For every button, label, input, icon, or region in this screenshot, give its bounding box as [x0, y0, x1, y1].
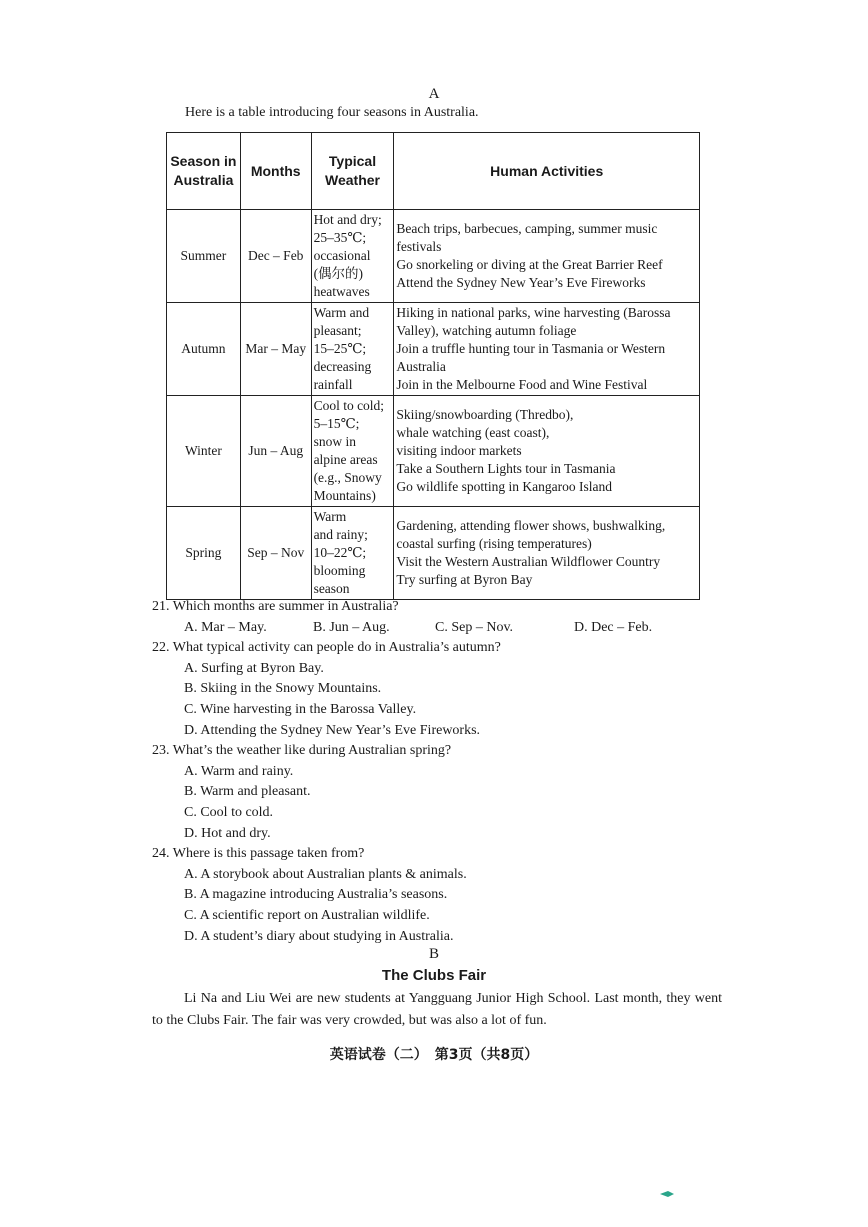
weather-line: heatwaves — [313, 284, 370, 299]
activities-cell — [394, 507, 700, 600]
table-row — [167, 507, 700, 600]
activities-cell — [394, 303, 700, 396]
q22-option-a[interactable]: A. Surfing at Byron Bay. — [184, 660, 324, 676]
activity-line: Hiking in national parks, wine harvesting (Barossa — [396, 305, 671, 320]
q24-option-d[interactable]: D. A student’s diary about studying in Australia. — [184, 928, 454, 944]
header-season: Season in Australia — [167, 133, 241, 210]
header-weather: Typical Weather — [311, 133, 394, 210]
section-b-title: The Clubs Fair — [381, 967, 487, 984]
question-23: 23. What’s the weather like during Australian spring? — [152, 743, 452, 759]
weather-line: snow in — [313, 434, 356, 449]
season-cell: Spring — [167, 507, 241, 600]
question-21-options — [152, 618, 752, 639]
q23-option-d[interactable]: D. Hot and dry. — [184, 825, 271, 841]
weather-cell — [311, 396, 394, 507]
activity-line: festivals — [396, 239, 442, 254]
months-cell: Dec – Feb — [240, 210, 311, 303]
header-activities: Human Activities — [394, 133, 700, 210]
section-a-intro: Here is a table introducing four seasons in Australia. — [185, 105, 479, 120]
activity-line: visiting indoor markets — [396, 443, 522, 458]
q21-option-a[interactable]: A. Mar – May. — [184, 619, 267, 635]
activity-line: Skiing/snowboarding (Thredbo), — [396, 407, 574, 422]
weather-line: alpine areas — [313, 452, 378, 467]
activity-line: Join in the Melbourne Food and Wine Festival — [396, 377, 648, 392]
season-cell: Winter — [167, 396, 241, 507]
questions-block — [152, 597, 752, 947]
activity-line: Beach trips, barbecues, camping, summer music — [396, 221, 658, 236]
q24-option-c[interactable]: C. A scientific report on Australian wildlife. — [184, 907, 430, 923]
weather-line: 25–35℃; — [313, 230, 367, 245]
activity-line: Gardening, attending flower shows, bushwalking, — [396, 518, 666, 533]
weather-line: 5–15℃; — [313, 416, 360, 431]
weather-line: season — [313, 581, 350, 596]
section-b-letter: B — [428, 946, 439, 962]
question-22: 22. What typical activity can people do in Australia’s autumn? — [152, 640, 501, 656]
header-months: Months — [240, 133, 311, 210]
q22-option-d[interactable]: D. Attending the Sydney New Year’s Eve Fireworks. — [184, 722, 481, 738]
activities-cell — [394, 396, 700, 507]
table-row — [167, 396, 700, 507]
activity-line: Try surfing at Byron Bay — [396, 572, 533, 587]
weather-cell — [311, 303, 394, 396]
activity-line: coastal surfing (rising temperatures) — [396, 536, 592, 551]
weather-cell — [311, 507, 394, 600]
months-cell: Mar – May — [240, 303, 311, 396]
weather-line: Hot and dry; — [313, 212, 382, 227]
question-24: 24. Where is this passage taken from? — [152, 846, 365, 862]
weather-line: (e.g., Snowy — [313, 470, 382, 485]
weather-line: (偶尔的) — [313, 266, 364, 281]
q21-option-b[interactable]: B. Jun – Aug. — [313, 619, 390, 635]
weather-line: rainfall — [313, 377, 353, 392]
activity-line: Go snorkeling or diving at the Great Barrier Reef — [396, 257, 663, 272]
weather-line: 10–22℃; — [313, 545, 367, 560]
table-header-row — [167, 133, 700, 210]
q23-option-c[interactable]: C. Cool to cold. — [184, 804, 274, 820]
q23-option-a[interactable]: A. Warm and rainy. — [184, 763, 294, 779]
weather-line: pleasant; — [313, 323, 362, 338]
weather-line: and rainy; — [313, 527, 368, 542]
section-b-paragraph: Li Na and Liu Wei are new students at Yangguang Junior High School. Last month, they went to the Clubs Fair. The fair was very crowded, but was also a lot of fun. — [152, 991, 722, 1028]
activities-cell — [394, 210, 700, 303]
activity-line: Go wildlife spotting in Kangaroo Island — [396, 479, 613, 494]
weather-line: blooming — [313, 563, 366, 578]
activity-line: Take a Southern Lights tour in Tasmania — [396, 461, 616, 476]
q21-option-d[interactable]: D. Dec – Feb. — [574, 619, 653, 635]
weather-line: Mountains) — [313, 488, 376, 503]
scan-mark-icon — [660, 1190, 674, 1198]
q22-option-c[interactable]: C. Wine harvesting in the Barossa Valley. — [184, 701, 417, 717]
weather-line: Cool to cold; — [313, 398, 385, 413]
season-cell: Autumn — [167, 303, 241, 396]
activity-line: Attend the Sydney New Year’s Eve Fireworks — [396, 275, 646, 290]
section-a-letter: A — [428, 86, 440, 102]
weather-line: Warm — [313, 509, 347, 524]
activity-line: Valley), watching autumn foliage — [396, 323, 577, 338]
q22-option-b[interactable]: B. Skiing in the Snowy Mountains. — [184, 681, 382, 697]
table-row — [167, 210, 700, 303]
question-21: 21. Which months are summer in Australia? — [152, 599, 399, 614]
activity-line: Visit the Western Australian Wildflower Country — [396, 554, 661, 569]
months-cell: Jun – Aug — [240, 396, 311, 507]
activity-line: Australia — [396, 359, 446, 374]
weather-line: occasional — [313, 248, 371, 263]
seasons-table — [166, 132, 700, 600]
table-row — [167, 303, 700, 396]
weather-line: 15–25℃; — [313, 341, 367, 356]
months-cell: Sep – Nov — [240, 507, 311, 600]
q24-option-a[interactable]: A. A storybook about Australian plants & animals. — [184, 866, 467, 882]
weather-cell — [311, 210, 394, 303]
page-footer: 英语试卷（二） 第3页（共8页） — [329, 1047, 539, 1063]
weather-line: Warm and — [313, 305, 370, 320]
q23-option-b[interactable]: B. Warm and pleasant. — [184, 784, 311, 800]
q24-option-b[interactable]: B. A magazine introducing Australia’s seasons. — [184, 887, 448, 903]
weather-line: decreasing — [313, 359, 372, 374]
activity-line: Join a truffle hunting tour in Tasmania or Western — [396, 341, 666, 356]
season-cell: Summer — [167, 210, 241, 303]
q21-option-c[interactable]: C. Sep – Nov. — [435, 619, 514, 635]
activity-line: whale watching (east coast), — [396, 425, 550, 440]
